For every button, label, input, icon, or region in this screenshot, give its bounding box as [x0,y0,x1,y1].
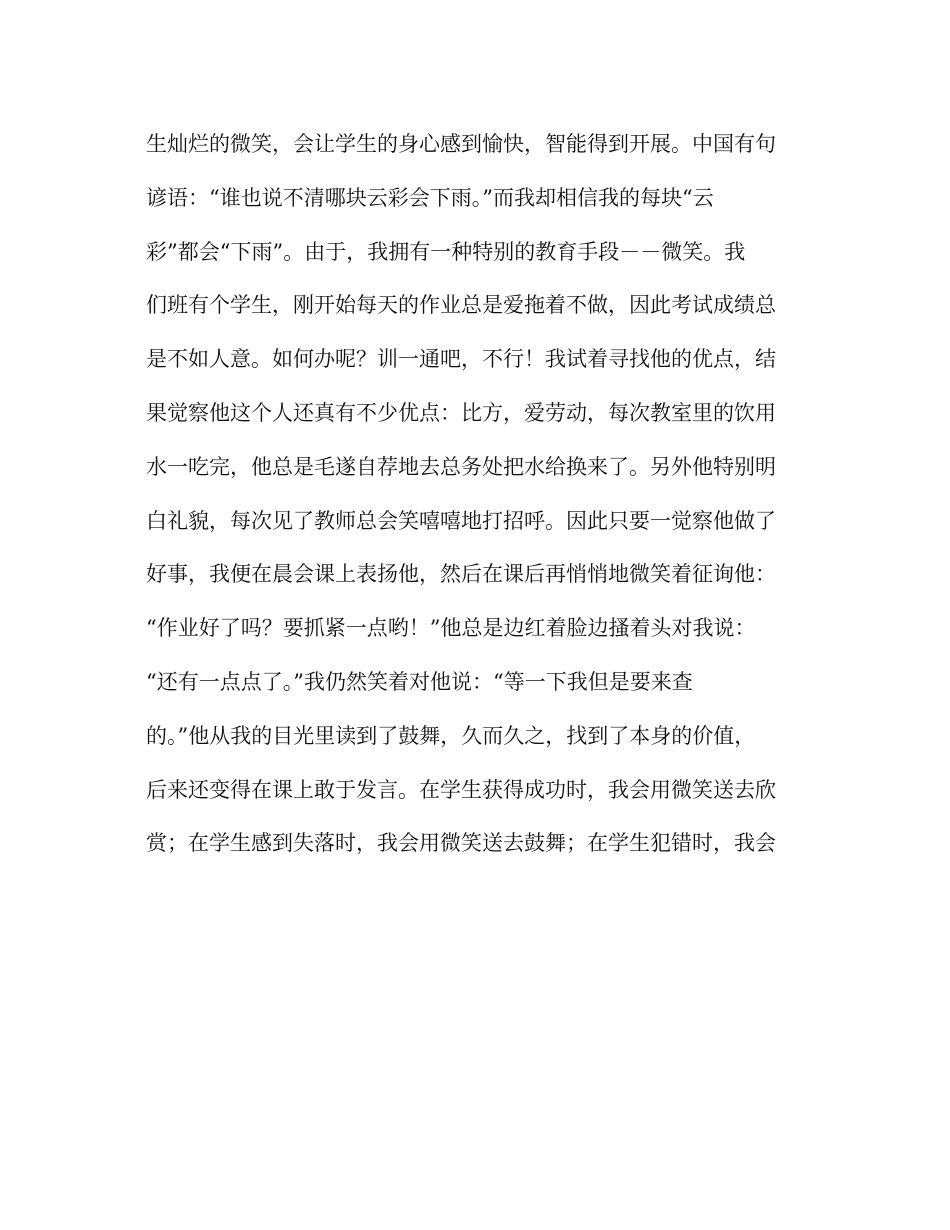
text-line-9: 好事，我便在晨会课上表扬他，然后在课后再悄悄地微笑着征询他： [146,562,776,587]
text-line-4: 们班有个学生，刚开始每天的作业总是爱拖着不做，因此考试成绩总 [146,293,776,318]
text-line-7: 水一吃完，他总是毛遂自荐地去总务处把水给换来了。另外他特别明 [146,454,776,479]
text-line-12: 的。”他从我的目光里读到了鼓舞，久而久之，找到了本身的价值， [146,723,756,748]
text-line-11: “还有一点点了。”我仍然笑着对他说：“等一下我但是要来查 [146,669,693,694]
text-line-2: 谚语：“谁也说不清哪块云彩会下雨。”而我却相信我的每块“云 [146,185,714,210]
text-line-3: 彩”都会“下雨”。由于，我拥有一种特别的教育手段－－微笑。我 [146,239,746,264]
text-line-6: 果觉察他这个人还真有不少优点：比方，爱劳动，每次教室里的饮用 [146,400,776,425]
text-line-1: 生灿烂的微笑，会让学生的身心感到愉快，智能得到开展。中国有句 [146,132,776,156]
text-line-14: 赏；在学生感到失落时，我会用微笑送去鼓舞；在学生犯错时，我会 [146,831,776,856]
text-line-8: 白礼貌，每次见了教师总会笑嘻嘻地打招呼。因此只要一觉察他做了 [146,508,776,533]
text-line-5: 是不如人意。如何办呢？训一通吧，不行！我试着寻找他的优点，结 [146,347,776,372]
text-line-10: “作业好了吗？要抓紧一点哟！”他总是边红着脸边搔着头对我说： [146,616,756,641]
body-text [146,122,806,875]
text-line-13: 后来还变得在课上敢于发言。在学生获得成功时，我会用微笑送去欣 [146,777,776,802]
